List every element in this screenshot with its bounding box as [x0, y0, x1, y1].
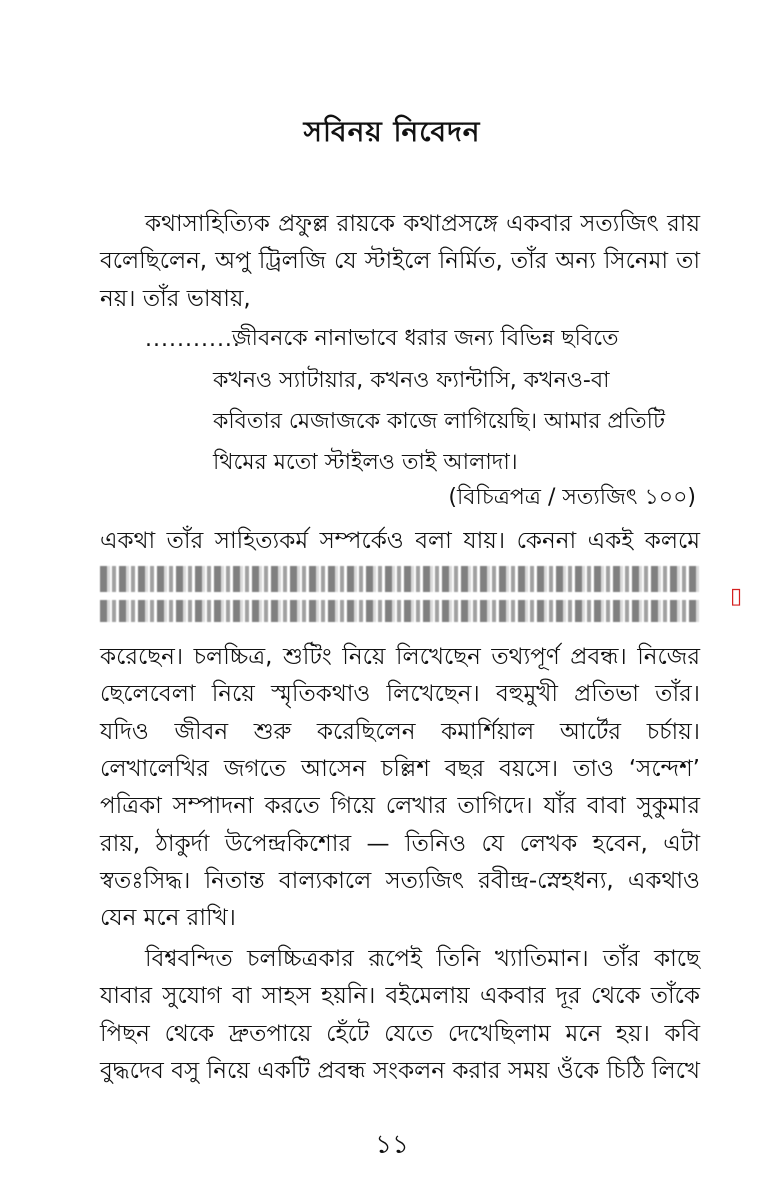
- quote-line: জীবনকে নানাভাবে ধরার জন্য বিভিন্ন ছবিতে: [232, 326, 619, 351]
- paragraph-line: বলেছিলেন, অপু ট্রিলজি যে স্টাইলে নির্মিত, তাঁর অন্য সিনেমা তা: [100, 248, 700, 274]
- paragraph-line: যাবার সুযোগ বা সাহস হয়নি। বইমেলায় একবার দূর থেকে তাঁকে: [100, 983, 700, 1009]
- paragraph-line: পত্রিকা সম্পাদনা করতে গিয়ে লেখার তাগিদে। যাঁর বাবা সুকুমার: [100, 793, 700, 819]
- page-number: ১১: [375, 1130, 409, 1160]
- page-title: সবিনয় নিবেদন: [303, 115, 481, 148]
- paragraph-line: স্বতঃসিদ্ধ। নিতান্ত বাল্যকালে সত্যজিৎ রবীন্দ্র-স্নেহধন্য, একথাও: [100, 868, 700, 894]
- paragraph-line: বিশ্ববন্দিত চলচ্চিত্রকার রূপেই তিনি খ্যাতিমান। তাঁর কাছে: [145, 946, 700, 972]
- quote-line: থিমের মতো স্টাইলও তাই আলাদা।: [213, 450, 518, 475]
- paragraph-line: করেছেন। চলচ্চিত্র, শুটিং নিয়ে লিখেছেন তথ্যপূর্ণ প্রবন্ধ। নিজের: [100, 644, 700, 670]
- quote-citation: (বিচিত্রপত্র / সত্যজিৎ ১০০): [448, 485, 696, 510]
- paragraph-line: পিছন থেকে দ্রুতপায়ে হেঁটে যেতে দেখেছিলাম মনে হয়। কবি: [100, 1021, 700, 1047]
- paragraph-line: নয়। তাঁর ভাষায়,: [100, 286, 251, 312]
- paragraph-line: যদিও জীবন শুরু করেছিলেন কমার্শিয়াল আর্টের চর্চায়।: [100, 719, 700, 745]
- paragraph-line: যেন মনে রাখি।: [100, 905, 236, 931]
- paragraph-line: লেখালেখির জগতে আসেন চল্লিশ বছর বয়সে। তাও ‘সন্দেশ’: [100, 756, 700, 782]
- quote-ellipsis: ............: [145, 327, 241, 352]
- paragraph-line: কথাসাহিত্যিক প্রফুল্ল রায়কে কথাপ্রসঙ্গে একবার সত্যজিৎ রায়: [145, 211, 700, 237]
- quote-line: কবিতার মেজাজকে কাজে লাগিয়েছি। আমার প্রতিটি: [213, 409, 665, 434]
- paragraph-line: বুদ্ধদেব বসু নিয়ে একটি প্রবন্ধ সংকলন করার সময় ওঁকে চিঠি লিখে: [100, 1058, 700, 1084]
- smudged-scan-line: [100, 600, 700, 622]
- paragraph-line: একথা তাঁর সাহিত্যকর্ম সম্পর্কেও বলা যায়। কেননা একই কলমে: [100, 528, 700, 554]
- paragraph-line: রায়, ঠাকুর্দা উপেন্দ্রকিশোর — তিনিও যে লেখক হবেন, এটা: [100, 831, 700, 857]
- paragraph-line: ছেলেবেলা নিয়ে স্মৃতিকথাও লিখেছেন। বহুমুখী প্রতিভা তাঁর।: [100, 681, 700, 707]
- red-mark: ▯: [730, 584, 743, 609]
- quote-line: কখনও স্যাটায়ার, কখনও ফ্যান্টাসি, কখনও-বা: [213, 368, 610, 393]
- smudged-scan-line: [100, 566, 700, 592]
